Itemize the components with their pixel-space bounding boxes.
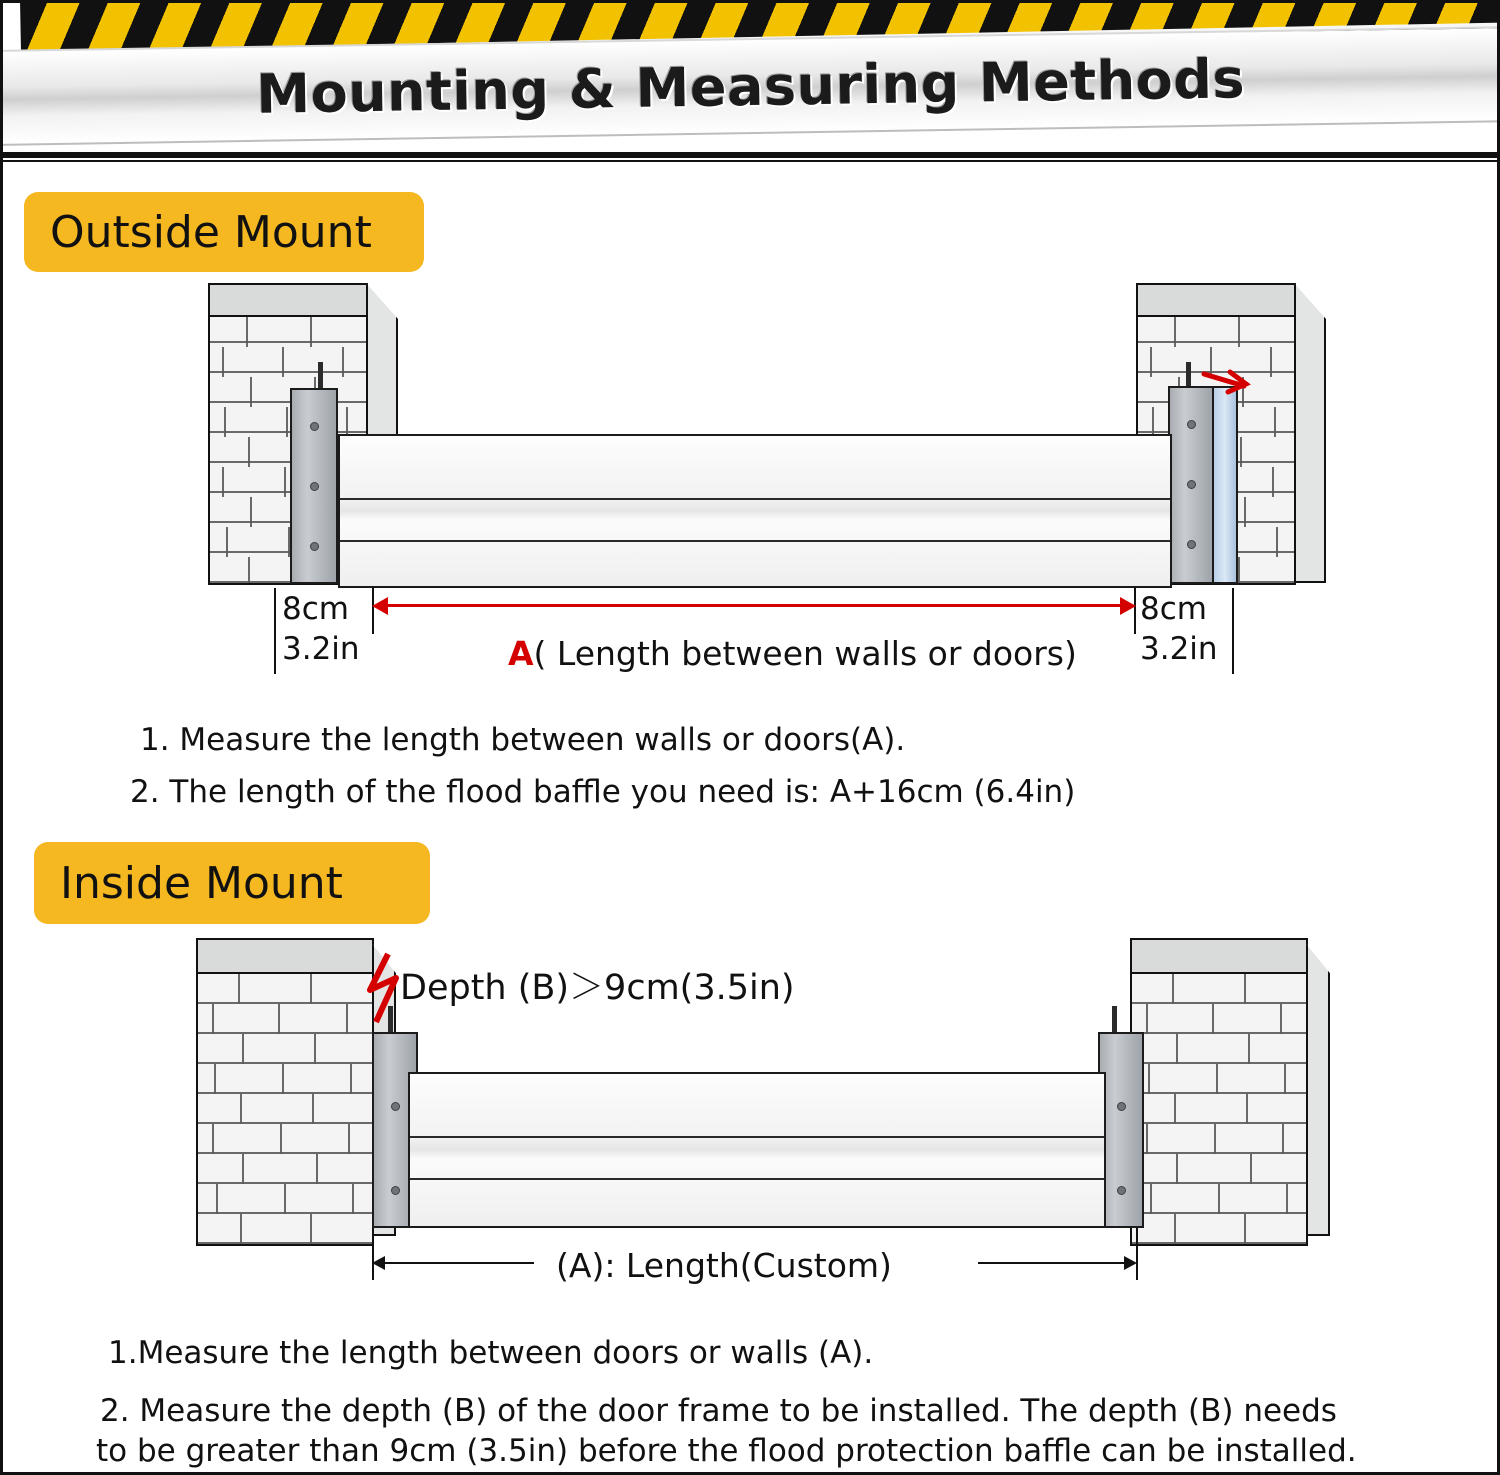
outside-step-2: 2. The length of the flood baffle you need is: A+16cm (6.4in) <box>130 774 1076 810</box>
span-a-caption <box>508 634 1077 673</box>
dimension-tick-left-inside <box>372 1228 374 1280</box>
seal-strip-right-outside <box>1212 386 1238 584</box>
dimension-right-cm-outside: 8cm <box>1140 591 1207 627</box>
inside-step-3: to be greater than 9cm (3.5in) before the flood protection baffle can be installed. <box>96 1433 1357 1469</box>
inside-step-2: 2. Measure the depth (B) of the door frame to be installed. The depth (B) needs <box>100 1393 1337 1429</box>
dimension-left-cm-outside: 8cm <box>282 591 349 627</box>
header-divider <box>0 152 1500 158</box>
bolt-right-inside <box>1112 1006 1117 1034</box>
dimension-arrow-right-outside <box>1120 597 1136 615</box>
flood-baffle-panel-outside <box>338 434 1172 588</box>
outside-step-1: 1. Measure the length between walls or doors(A). <box>140 722 906 758</box>
span-a-text: ( Length between walls or doors) <box>533 634 1077 673</box>
page-header <box>0 0 1500 158</box>
bolt-left-inside <box>388 1006 393 1034</box>
dimension-line-right-inside <box>978 1262 1128 1264</box>
dimension-right-in-outside: 3.2in <box>1140 631 1218 667</box>
header-divider-secondary <box>0 160 1500 162</box>
section-badge-outside-mount <box>24 192 424 272</box>
page-title: Mounting & Measuring Methods <box>255 46 1246 126</box>
dimension-left-in-outside: 3.2in <box>282 631 360 667</box>
section-badge-inside-mount <box>34 842 430 924</box>
flood-baffle-panel-inside <box>408 1072 1106 1228</box>
dimension-tick-right-inside <box>1136 1228 1138 1280</box>
depth-requirement-label: Depth (B)＞9cm(3.5in) <box>400 968 795 1008</box>
dimension-arrow-left-outside <box>372 597 388 615</box>
arrow-marker-right-outside <box>1200 368 1252 402</box>
dimension-tick-right-outer <box>1232 588 1234 674</box>
length-custom-label: (A): Length(Custom) <box>556 1246 892 1285</box>
dimension-line-left-inside <box>384 1262 534 1264</box>
span-a-letter: A <box>508 634 534 673</box>
wall-pillar-right-inside <box>1118 938 1320 1250</box>
dimension-line-span-a <box>386 604 1120 607</box>
bolt-left-outside <box>318 362 323 390</box>
dimension-tick-left-outer <box>274 588 276 674</box>
section-badge-inside-mount-label: Inside Mount <box>60 857 343 909</box>
dimension-arrow-left-inside <box>372 1256 385 1270</box>
inside-step-1: 1.Measure the length between doors or walls (A). <box>108 1335 874 1371</box>
mounting-bracket-left-outside <box>290 388 338 584</box>
dimension-arrow-right-inside <box>1124 1256 1137 1270</box>
section-badge-outside-mount-label: Outside Mount <box>50 206 372 258</box>
mounting-bracket-right-outside <box>1168 386 1214 584</box>
